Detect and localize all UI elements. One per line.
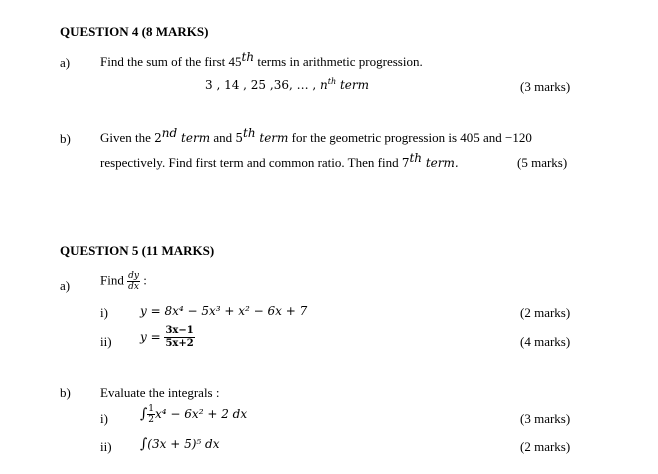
q5bii-marks: (2 marks)	[520, 439, 571, 454]
half-fraction: $\frac{1}{2}$	[148, 404, 155, 425]
q4b-line1: Given the 2nd term and 5th term for the geometric progression is 405 and −120	[100, 126, 532, 145]
q4a-marks: (3 marks)	[520, 79, 571, 94]
q4a-text: Find the sum of the first 45th terms in arithmetic progression.	[100, 50, 423, 69]
q5bi-label: i)	[100, 411, 108, 426]
q4a-label: a)	[60, 55, 71, 70]
q5b-title: Evaluate the integrals :	[100, 385, 220, 400]
q5ai-marks: (2 marks)	[520, 305, 571, 320]
q5ai-equation: y = 8x⁴ − 5x³ + x² − 6x + 7	[140, 304, 308, 318]
q5aii-equation: y = $\frac{3x-1}{5x+2}$	[140, 325, 194, 349]
q4b-line2: respectively. Find first term and common ratio. Then find 7th term.	[100, 151, 459, 170]
dy-dx-fraction: $\frac{dy}{dx}$	[128, 271, 139, 292]
q5bi-integral: ∫ $\frac{1}{2}$ x⁴ − 6x² + 2 dx	[140, 404, 248, 425]
q5bii-integral: ∫(3x + 5)⁵ dx	[140, 436, 220, 452]
q4-heading: QUESTION 4 (8 MARKS)	[60, 24, 209, 39]
q5bii-label: ii)	[100, 439, 112, 454]
q5b-label: b)	[60, 385, 71, 400]
q5aii-label: ii)	[100, 334, 112, 349]
q4b-marks: (5 marks)	[517, 155, 568, 170]
q5bi-marks: (3 marks)	[520, 411, 571, 426]
q4b-label: b)	[60, 131, 71, 146]
q5ai-label: i)	[100, 305, 108, 320]
q4a-sequence: 3 , 14 , 25 ,36, … , $n^{th}$ term	[205, 77, 369, 92]
q5aii-fraction: $\frac{3x-1}{5x+2}$	[165, 325, 194, 349]
q5a-find: Find $\frac{dy}{dx}$ :	[100, 271, 147, 292]
q5-heading: QUESTION 5 (11 MARKS)	[60, 243, 215, 258]
q5a-label: a)	[60, 278, 71, 293]
q5aii-marks: (4 marks)	[520, 334, 571, 349]
